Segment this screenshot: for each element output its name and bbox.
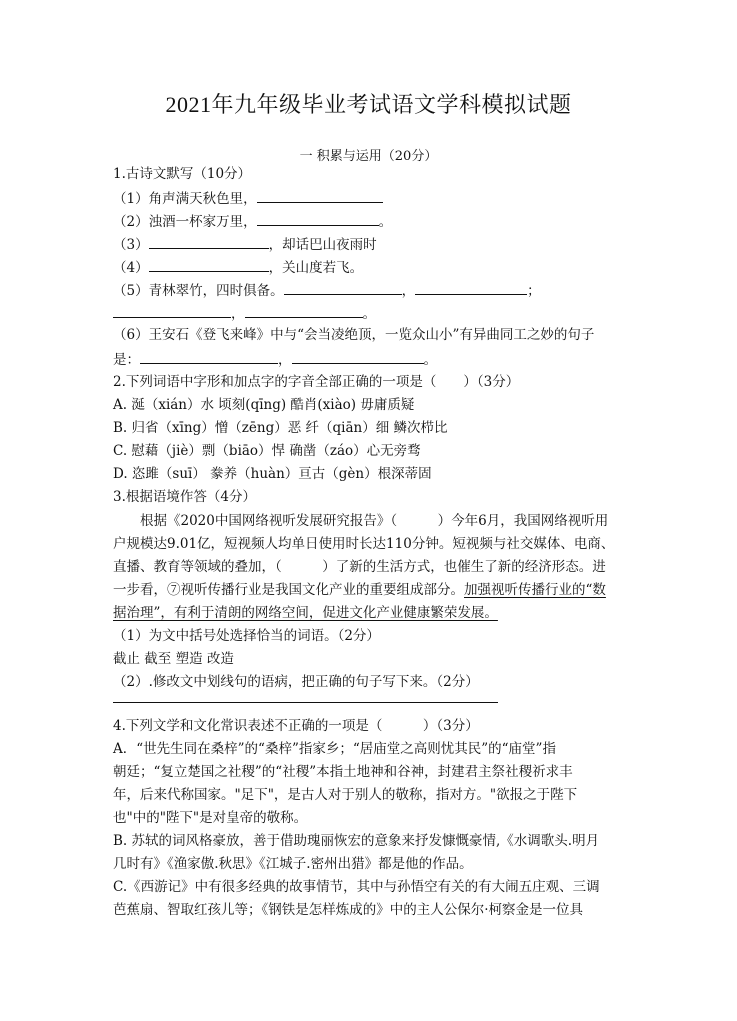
- q2-heading: 2.下列词语中字形和加点字的字音全部正确的一项是（ ）（3分）: [113, 374, 520, 390]
- answer-blank[interactable]: [113, 688, 498, 703]
- q3-passage-line: 直播、教育等领域的叠加，（ ）了新的生活方式，也催生了新的经济形态。进: [113, 559, 606, 575]
- q4-option-a-cont: 朝廷；“复立楚国之社稷”的“社稷”本指土地神和谷神，封建君主祭社稷祈求丰: [113, 764, 573, 780]
- q4-option-a-cont: 也"中的"陛下"是对皇帝的敬称。: [113, 810, 308, 826]
- q1-item-6: （6）王安石《登飞来峰》中与“会当凌绝顶，一览众山小”有异曲同工之妙的句子: [113, 327, 595, 343]
- q4-heading: 4.下列文学和文化常识表述不正确的一项是（ ）（3分）: [113, 718, 479, 734]
- q3-passage-line: 根据《2020中国网络视听发展研究报告》（ ）今年6月，我国网络视听用: [113, 513, 609, 529]
- section-heading: 一 积累与运用（20分）: [299, 149, 438, 164]
- q4-option-b-cont: 几时有》《渔家傲.秋思》《江城子.密州出猎》都是他的作品。: [113, 856, 473, 872]
- q2-option-d[interactable]: D. 恣雎（suī） 豢养（huàn）亘古（gèn）根深蒂固: [113, 466, 432, 482]
- underlined-sentence: 据治理”，有利于清朗的网络空间，促进文化产业健康繁荣发展。: [113, 605, 498, 621]
- q2-option-a[interactable]: A. 涎（xián）水 顷刻(qīng) 酷肖(xiào) 毋庸质疑: [113, 397, 415, 413]
- answer-blank[interactable]: [140, 348, 278, 364]
- q2-option-b[interactable]: B. 归省（xīng）憎（zēng）恶 纤（qiān）细 鳞次栉比: [113, 420, 448, 436]
- q1-item-1: （1）角声满天秋色里，: [113, 187, 383, 209]
- q4-option-a[interactable]: A．“世先生同在桑梓”的“桑梓”指家乡；“居庙堂之高则忧其民”的“庙堂”指: [113, 741, 556, 757]
- answer-blank[interactable]: [284, 279, 402, 295]
- q3-passage-line: 户规模达9.01亿，短视频人均单日使用时长达110分钟。短视频与社交媒体、电商、: [113, 536, 615, 552]
- q3-passage-line: 一步看，⑦视听传播行业是我国文化产业的重要组成部分。加强视听传播行业的“数: [113, 582, 606, 598]
- q3-subquestion-2: （2）.修改文中划线句的语病，把正确的句子写下来。（2分）: [113, 674, 479, 690]
- q4-option-c-cont: 芭蕉扇、智取红孩儿等；《钢铁是怎样炼成的》中的主人公保尔·柯察金是一位具: [113, 902, 584, 918]
- q3-heading: 3.根据语境作答（4分）: [113, 489, 256, 505]
- q1-heading: 1.古诗文默写（10分）: [113, 166, 252, 182]
- answer-blank[interactable]: [257, 210, 379, 226]
- q3-word-options: 截止 截至 塑造 改造: [113, 651, 234, 667]
- answer-blank[interactable]: [415, 279, 527, 295]
- q4-option-c[interactable]: C.《西游记》中有很多经典的故事情节，其中与孙悟空有关的有大闹五庄观、三调: [113, 879, 600, 895]
- q1-item-4: （4） ，关山度若飞。: [113, 256, 363, 278]
- answer-blank[interactable]: [149, 233, 269, 249]
- exam-title: 2021年九年级毕业考试语文学科模拟试题: [165, 92, 572, 117]
- q4-option-a-cont: 年，后来代称国家。"足下"，是古人对于别人的敬称，指对方。"欲报之于陛下: [113, 787, 578, 803]
- q4-option-b[interactable]: B. 苏轼的词风格豪放，善于借助瑰丽恢宏的意象来抒发慷慨豪情,《水调歌头.明月: [113, 833, 600, 849]
- answer-blank[interactable]: [113, 302, 231, 318]
- answer-blank[interactable]: [257, 187, 383, 203]
- q1-item-6-cont: 是： ， 。: [113, 348, 437, 370]
- q2-option-c[interactable]: C. 慰藉（jiè）剽（biāo）悍 确凿（záo）心无旁骛: [113, 443, 421, 459]
- underlined-sentence: 加强视听传播行业的“数: [464, 582, 606, 598]
- q1-item-5-cont: ， 。: [113, 302, 376, 324]
- q3-subquestion-1: （1）为文中括号处选择恰当的词语。（2分）: [113, 628, 380, 644]
- answer-blank[interactable]: [245, 302, 363, 318]
- q1-item-3: （3） ，却话巴山夜雨时: [113, 233, 377, 255]
- q1-item-5: （5）青林翠竹，四时俱备。 ， ；: [113, 279, 541, 301]
- answer-blank[interactable]: [292, 348, 424, 364]
- q3-answer-line[interactable]: [113, 688, 498, 709]
- answer-blank[interactable]: [149, 256, 269, 272]
- q1-item-2: （2）浊酒一杯家万里， 。: [113, 210, 392, 232]
